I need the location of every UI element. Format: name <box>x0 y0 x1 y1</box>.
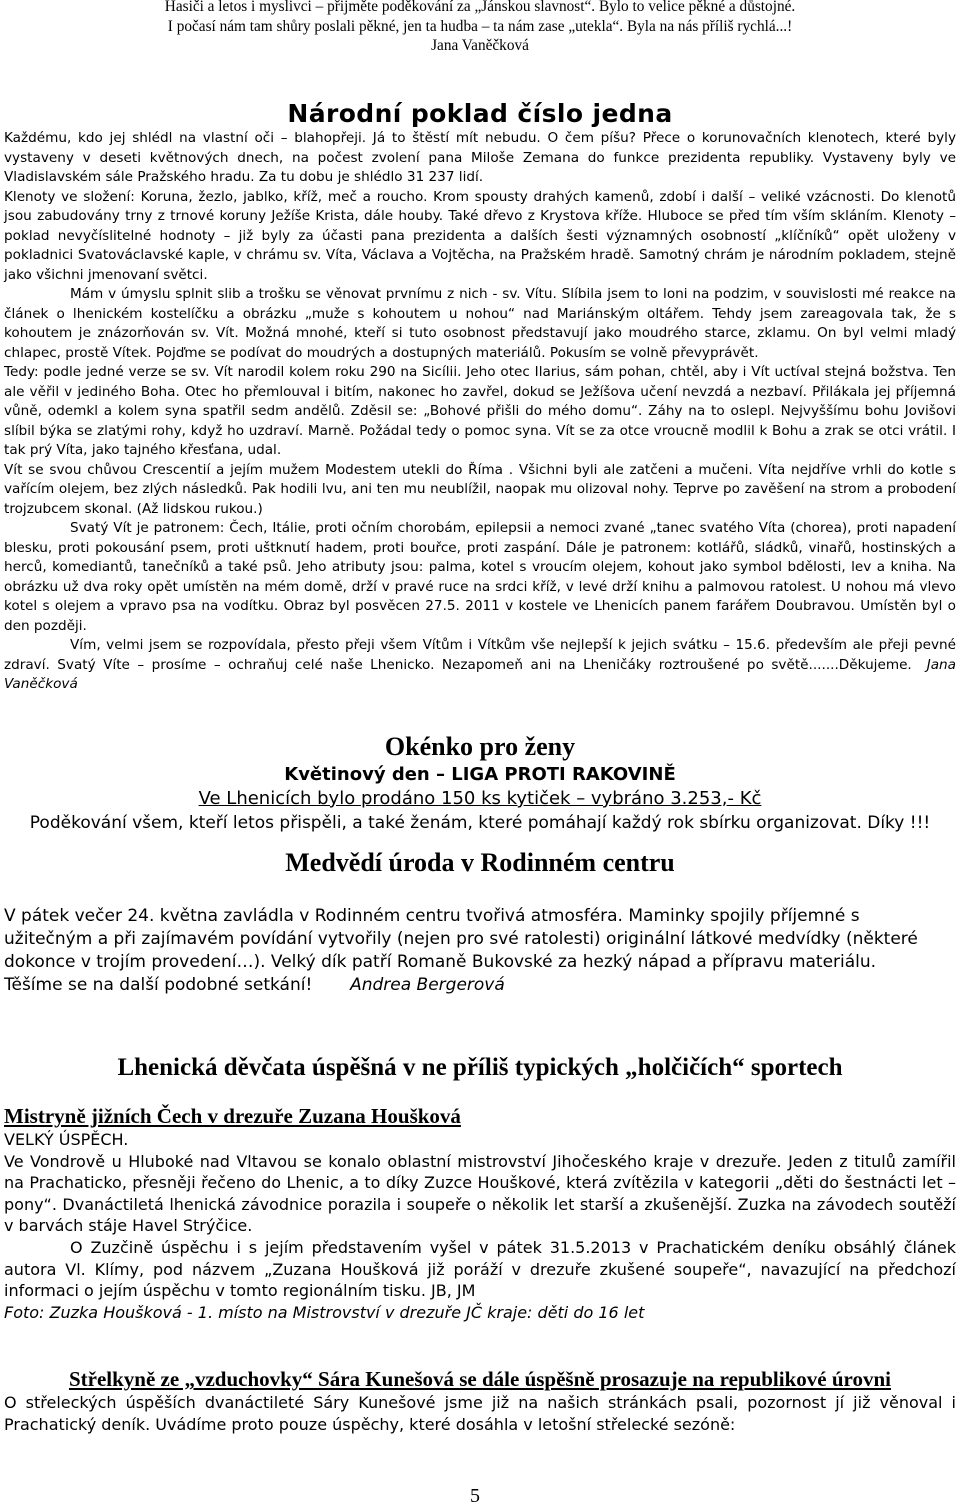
paragraph: Každému, kdo jej shlédl na vlastní oči – blahopřeji. Já to štěstí mít nebudu. O čem píšu? Přece o korunovačních klenotech, které byly vystaveny v deseti květnových dnech, na počest zvolení pana Miloše Zemana do funkce prezidenta republiky. Vystaveny byly ve Vladislavském sále Pražského hradu. Za tu dobu je shlédlo 31 237 lidí. <box>4 130 956 185</box>
thanks-notice <box>4 0 956 56</box>
author-signature: Jana Vaněčková <box>4 656 956 692</box>
article-body-dressage <box>4 1129 956 1323</box>
section-title-women: Okénko pro ženy <box>384 732 576 761</box>
flower-day-result: Ve Lhenicích bylo prodáno 150 ks kytiček – vybráno 3.253,- Kč <box>198 788 762 809</box>
flower-day-thanks: Poděkování všem, kteří letos přispěli, a také ženám, které pomáhají každý rok sbírku organizovat. Díky !!! <box>29 813 931 833</box>
paragraph: O Zuzčině úspěchu i s jejím představením vyšel v pátek 31.5.2013 v Prachatickém deníku obsáhlý článek autora Vl. Klímy, pod názvem „Zuzana Houšková již poráží v drezuře zkušené soupeře“, navazující na předchozí informaci o jejím úspěchu v tomto regionálním tisku. JB, JM <box>4 1237 956 1301</box>
flower-day-subtitle: Květinový den – LIGA PROTI RAKOVINĚ <box>284 764 676 785</box>
paragraph: O střeleckých úspěších dvanáctileté Sáry Kunešové jsme již na našich stránkách psali, pozornost jí již věnoval i Prachatický deník. Uvádíme proto pouze úspěchy, které dosáhla v letošní střelecké sezóně: <box>4 1393 956 1434</box>
paragraph <box>4 636 956 695</box>
page-number: 5 <box>470 1485 480 1507</box>
paragraph: Tedy: podle jedné verze se sv. Vít narodil kolem roku 290 na Sicílii. Jeho otec Ilarius, sám pohan, chtěl, aby i Vít uctíval stejná božstva. Ten ale věřil v jediného Boha. Otec ho přemlouval i bitím, nakonec ho zavřel, dokud se Ježíšova učení nevzdá a nezbaví. Přilákala jej příjemná vůně, odemkl a kolem syna spatřil sedm andělů. Zděsil se: „Bohové přišli do mého domu“. Záhy na to oslepl. Nejvyššímu bohu Jovišovi slíbil býka se zlatými rohy, když ho uzdraví. Marně. Požádal tedy o pomoc syna. Vít se za otce vroucně modlil k Bohu a zrak se otci vrátil. I tak prý Víta, jako tajného křesťana, udal. <box>4 364 956 458</box>
article-body-national-treasure <box>4 129 956 695</box>
paragraph: Vít se svou chůvou Crescentií a jejím mužem Modestem utekli do Říma . Všichni byli ale zatčeni a mučeni. Víta nejdříve vrhli do kotle s vařícím olejem, bez zlých následků. Pak hodili lvu, ani ten mu neublížil, naopak mu olizoval nohy. Teprve po zavěšení na strom a probodení trojzubcem skonal. (Až lidskou rukou.) <box>4 461 956 517</box>
photo-caption: Foto: Zuzka Houšková - 1. místo na Mistrovství v drezuře JČ kraje: děti do 16 let <box>4 1302 645 1322</box>
subheading-dressage: Mistryně jižních Čech v drezuře Zuzana Houšková <box>4 1104 461 1128</box>
article-body-shooting <box>4 1392 956 1435</box>
thanks-signature: Jana Vaněčková <box>431 37 529 55</box>
closing-text: Vím, velmi jsem se rozpovídala, přesto přeji všem Vítům i Vítkům vše nejlepší k jejich svátku – 15.6. především ale přeji pevné zdraví. Svatý Víte – prosíme – ochraňuj celé naše Lhenicko. Nezapomeň ani na Lheničáky roztroušené po světě.......Děkujeme. <box>4 637 956 673</box>
paragraph: Mám v úmyslu splnit slib a trošku se věnovat prvnímu z nich - sv. Vítu. Slíbila jsem to loni na podzim, v souvislosti mé reakce na článek o lhenickém kostelíčku a obrázku „muže s kohoutem u nohou“ nad Mariánským oltářem. Tehdy jsem zareagovala tak, že s kohoutem je znázorňován sv. Vít. Možná mnohé, kteří si tuto osobnost představují jako moudrého starce, zklamu. On byl velmi mladý chlapec, prostě Vítek. Pojďme se podívat do moudrých a dostupných materiálů. Pokusím se volně převyprávět. <box>4 286 956 361</box>
article-title-bears: Medvědí úroda v Rodinném centru <box>285 848 675 877</box>
subheading-shooting: Střelkyně ze „vzduchovky“ Sára Kunešová se dále úspěšně prosazuje na republikové úrovni <box>68 1367 891 1391</box>
paragraph: Klenoty ve složení: Koruna, žezlo, jablko, kříž, meč a roucho. Krom spousty drahých kamenů, zdobí i další – veliké vzácnosti. Do klenotů jsou zabudovány trny z trnové koruny Ježíše Krista, dále houby. Také dřevo z Krystova kříže. Hluboce se před tím vším skláním. Klenoty – poklad nevyčíslitelné hodnoty – již byly za účasti pana prezidenta a dalších šesti významných osobností „klíčníků“ opět uloženy v pokladnici Svatováclavské kaple, v chrámu sv. Víta, Václava a Vojtěcha, na Pražském hradě. Samotný chrám je národním pokladem, stejně jako všichni jmenovaní světci. <box>4 188 956 283</box>
article-body-bears <box>4 905 934 997</box>
article-title-national-treasure: Národní poklad číslo jedna <box>287 99 673 128</box>
thanks-line-1: Hasiči a letos i myslivci – přijměte poděkování za „Jánskou slavnost“. Bylo to velice pěkné a důstojné. <box>164 0 796 15</box>
bears-text: V pátek večer 24. května zavládla v Rodinném centru tvořivá atmosféra. Maminky spojily příjemné s užitečným a při zajímavém povídání vytvořily (nejen pro své ratolesti) originální látkové medvídky (některé dokonce v trojím provedení…). Velký dík patří Romaně Bukovské za hezký nápad a přípravu materiálu. Těšíme se na další podobné setkání! <box>4 906 918 995</box>
thanks-line-2: I počasí nám tam shůry poslali pěkné, jen ta hudba – ta nám zase „utekla“. Byla na nás příliš rychlá...! <box>167 17 793 35</box>
article-title-girls-sports: Lhenická děvčata úspěšná v ne příliš typických „holčičích“ sportech <box>117 1054 843 1081</box>
paragraph: Ve Vondrově u Hluboké nad Vltavou se konalo oblastní mistrovství Jihočeského kraje v drezuře. Jeden z titulů zamířil na Prachaticko, přesněji řečeno do Lhenic, a to díky Zuzce Houškové, která zvítězila v kategorii „děti do šestnácti let – pony“. Dvanáctiletá lhenická závodnice porazila i soupeře o několik let starší a zkušenější. Zuzka na závodech soutěží v barvách stáje Havel Strýčice. <box>4 1151 956 1236</box>
paragraph <box>4 905 934 997</box>
paragraph: Svatý Vít je patronem: Čech, Itálie, proti očním chorobám, epilepsii a nemoci zvané „tanec svatého Víta (chorea), proti napadení blesku, proti pokousání psem, proti uštknutí hadem, proti bouřce, proti zaspání. Dále je patronem: kotlářů, sládků, vinařů, hostinských a herců, komediantů, tanečníků a také psů. Jeho atributy jsou: palma, kotel s vroucím olejem, kohout jako symbol bdělosti, lev a kniha. Na obrázku už dva roky opět umístěn na mém domě, drží v pravé ruce na srdci kříž, v levé drží knihu a palmovou ratolest. U nohou má vlevo kotel s olejem a vpravo psa na vodítku. Obraz byl posvěcen 27.5. 2011 v kostele ve Lhenicích panem farářem Doubravou. Umístěn byl o den později. <box>4 520 956 634</box>
lead-text: VELKÝ ÚSPĚCH. <box>4 1130 129 1149</box>
author-signature: Andrea Bergerová <box>350 975 505 995</box>
